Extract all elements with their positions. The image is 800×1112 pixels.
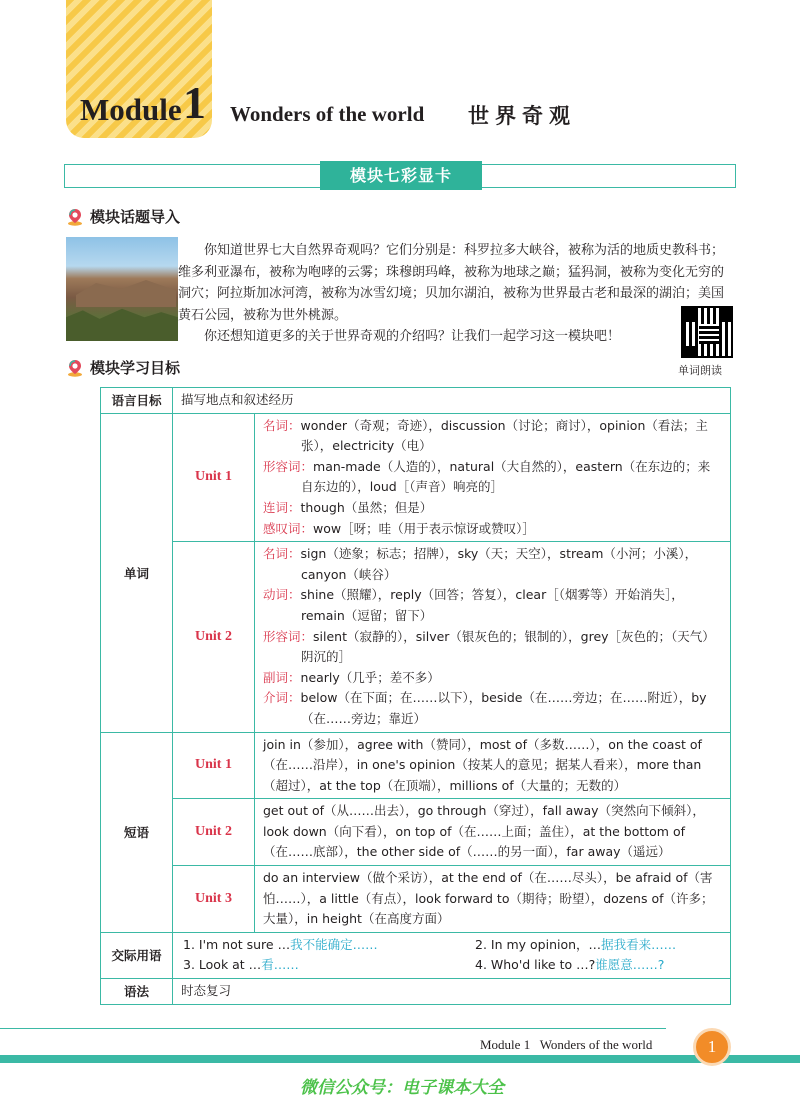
word-line: 名词：wonder（奇观；奇迹），discussion（讨论；商讨），opinion（看法；主张），electricity（电） — [263, 417, 708, 454]
expr-1-en: 1. I'm not sure … — [183, 936, 291, 952]
word-line: 形容词：silent（寂静的），silver（银灰色的；银制的），grey［灰色的；（天气）阴沉的］ — [263, 628, 715, 665]
module-title-cn: 世界奇观 — [468, 104, 576, 128]
phrases-unit3-content: do an interview（做个采访），at the end of（在……尽头），be afraid of（害怕……），a little（有点），look forward to（期待；盼望），dozens of（许多；大量），in height（在高度方面） — [255, 866, 731, 933]
word-line: 介词：below（在下面；在……以下），beside（在……旁边；在……附近），by（在……旁边；靠近） — [263, 690, 707, 726]
words-label: 单词 — [101, 413, 173, 732]
goals-heading-label: 模块学习目标 — [90, 359, 181, 377]
expr-2-en: 2. In my opinion，… — [475, 936, 602, 952]
intro-text — [178, 240, 736, 348]
lang-goal-value: 描写地点和叙述经历 — [173, 388, 731, 414]
phrases-unit1-label: Unit 1 — [173, 732, 255, 799]
phrases-unit3-label: Unit 3 — [173, 866, 255, 933]
module-word: Module — [80, 92, 182, 127]
expr-3-cn: 看…… — [261, 957, 299, 973]
goals-table — [100, 387, 731, 1005]
expr-4-cn: 谁愿意……? — [595, 957, 665, 973]
grammar-label: 语法 — [101, 979, 173, 1005]
phrases-unit2-content: get out of（从……出去），go through（穿过），fall away（突然向下倾斜），look down（向下看），on top of（在……上面；盖住），at the bottom of（在……底部），the other side of（……的另一面），far away（遥远） — [255, 799, 731, 866]
lang-goal-label: 语言目标 — [101, 388, 173, 414]
word-line: 形容词：man-made（人造的），natural（大自然的），eastern（在东边的；来自东边的），loud［（声音）响亮的］ — [263, 458, 711, 495]
page-number: 1 — [707, 1037, 717, 1056]
intro-paragraph-1: 你知道世界七大自然界奇观吗？它们分别是：科罗拉多大峡谷，被称为活的地质史教科书；维多利亚瀑布，被称为咆哮的云雾；珠穆朗玛峰，被称为地球之巅；猛犸洞，被称为变化无穷的洞穴；阿拉斯加冰河湾，被称为冰雪幻境；贝加尔湖泊，被称为世界最古老和最深的湖泊；美国黄石公园，被称为世外桃源。 — [178, 243, 725, 323]
word-line: 连词：though（虽然；但是） — [263, 499, 433, 515]
word-line: 动词：shine（照耀），reply（回答；答复），clear［（烟雾等）开始消失］，remain（逗留；留下） — [263, 587, 684, 623]
expr-4-en: 4. Who'd like to …? — [475, 957, 596, 973]
expr-2-cn: 据我看来…… — [601, 936, 677, 952]
word-line: 感叹词：wow［呀；哇（用于表示惊讶或赞叹）］ — [263, 520, 535, 536]
page-number-badge — [693, 1028, 731, 1066]
phrases-label: 短语 — [101, 732, 173, 932]
intro-heading — [66, 206, 180, 227]
watermark: 微信公众号：电子课本大全 — [300, 1078, 504, 1098]
expr-label: 交际用语 — [101, 932, 173, 978]
words-unit2-label: Unit 2 — [173, 542, 255, 732]
word-line: 副词：nearly（几乎；差不多） — [263, 669, 440, 685]
phrases-unit2-label: Unit 2 — [173, 799, 255, 866]
module-title-en: Wonders of the world — [230, 102, 425, 126]
intro-heading-label: 模块话题导入 — [90, 208, 181, 226]
footer-band — [0, 1055, 800, 1063]
expr-3-en: 3. Look at … — [183, 957, 262, 973]
words-unit1-content — [255, 413, 731, 542]
module-number: 1 — [183, 77, 206, 128]
word-line: 名词：sign（迹象；标志；招牌），sky（天；天空），stream（小河；小溪），canyon（峡谷） — [263, 546, 698, 582]
words-unit1-label: Unit 1 — [173, 413, 255, 542]
banner-label: 模块七彩显卡 — [320, 161, 482, 190]
location-pin-icon — [66, 208, 84, 226]
phrases-unit1-content: join in（参加），agree with（赞同），most of（多数……），on the coast of（在……沿岸），in one's opinion（按某人的意见；据某人看来），more than（超过），at the top（在顶端），millions of（大量的；无数的） — [255, 732, 731, 799]
location-pin-icon — [66, 359, 84, 377]
goals-heading — [66, 357, 180, 378]
qr-code[interactable] — [681, 306, 733, 358]
grammar-value: 时态复习 — [173, 979, 731, 1005]
running-title: Module 1 Wonders of the world — [480, 1037, 653, 1052]
qr-label: 单词朗读 — [678, 364, 722, 377]
intro-paragraph-2: 你还想知道更多的关于世界奇观的介绍吗？让我们一起学习这一模块吧！ — [204, 329, 621, 344]
expr-content — [173, 932, 731, 978]
expr-1-cn: 我不能确定…… — [290, 936, 378, 952]
footer-rule — [0, 1028, 666, 1029]
words-unit2-content — [255, 542, 731, 732]
